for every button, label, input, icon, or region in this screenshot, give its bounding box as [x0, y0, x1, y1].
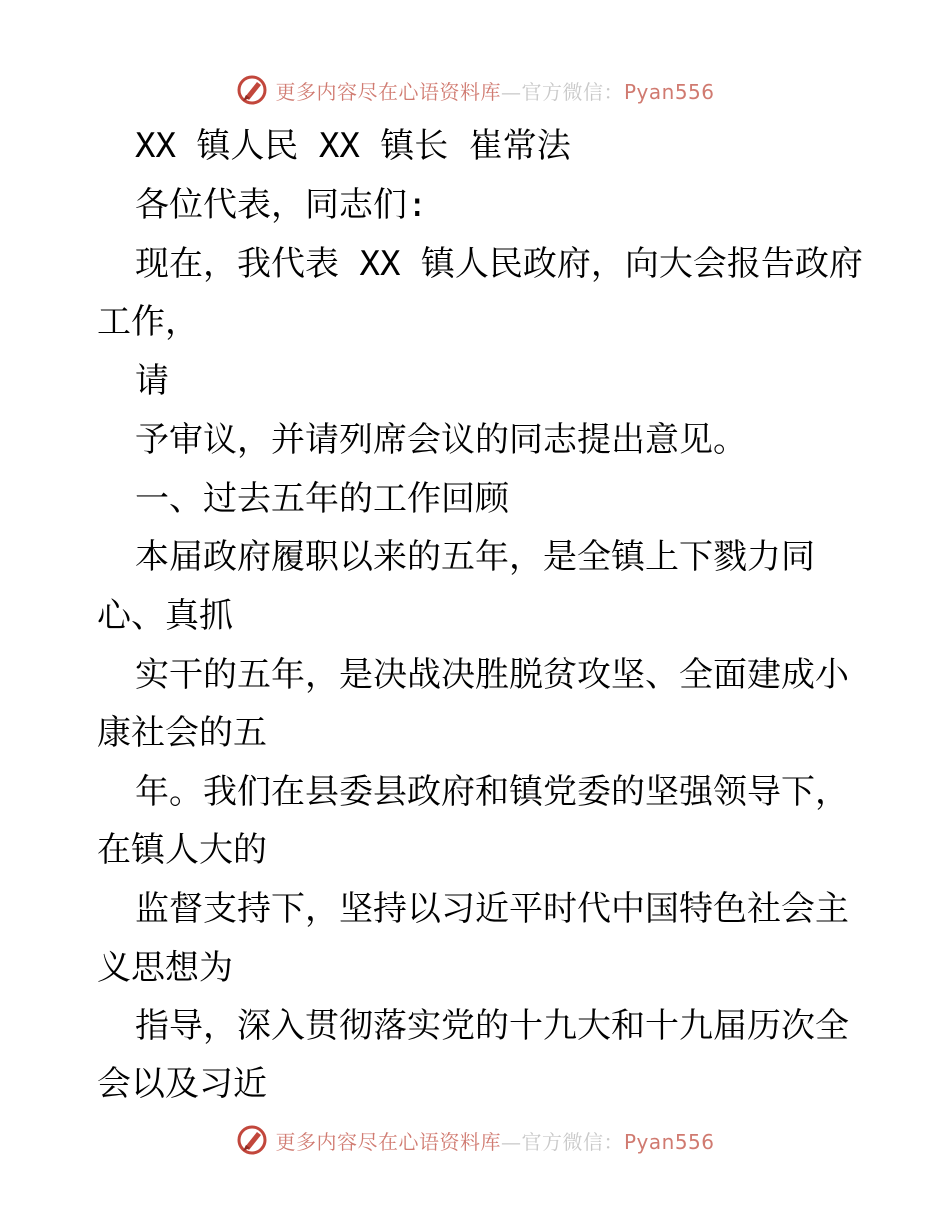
doc-line-15: 义思想为: [97, 948, 233, 988]
doc-line-14: 监督支持下，坚持以习近平时代中国特色社会主: [135, 889, 849, 929]
header-banner: [0, 70, 950, 110]
pen-logo-icon: [235, 1123, 269, 1157]
footer-banner: [0, 1120, 950, 1160]
header-banner-inner: [235, 73, 714, 107]
doc-line-16: 指导，深入贯彻落实党的十九大和十九届历次全: [135, 1006, 849, 1046]
doc-line-11: 康社会的五: [97, 713, 267, 753]
footer-banner-title: 更多内容尽在心语资料库: [275, 1129, 501, 1154]
pen-logo-icon: [235, 73, 269, 107]
doc-line-10: 实干的五年，是决战决胜脱贫攻坚、全面建成小: [135, 655, 849, 695]
doc-line-12: 年。我们在县委县政府和镇党委的坚强领导下，: [135, 772, 849, 812]
doc-line-9: 心、真抓: [97, 596, 233, 636]
doc-line-8: 本届政府履职以来的五年，是全镇上下戮力同: [135, 537, 815, 577]
footer-banner-inner: [235, 1123, 714, 1157]
header-banner-text: [275, 76, 714, 105]
doc-line-7: 一、过去五年的工作回顾: [135, 479, 509, 519]
doc-line-5: 请: [135, 361, 169, 401]
header-banner-wechat-id: Pyan556: [623, 79, 715, 104]
doc-line-17: 会以及习近: [97, 1064, 267, 1104]
footer-banner-dash: —: [500, 1129, 522, 1154]
footer-banner-wechat-label: 官方微信：: [521, 1129, 624, 1154]
header-banner-dash: —: [500, 79, 522, 104]
doc-line-1: XX 镇人民 XX 镇长 崔常法: [135, 126, 571, 166]
doc-line-6: 予审议，并请列席会议的同志提出意见。: [135, 420, 747, 460]
footer-banner-text: [275, 1126, 714, 1155]
header-banner-title: 更多内容尽在心语资料库: [275, 79, 501, 104]
doc-line-13: 在镇人大的: [97, 830, 267, 870]
doc-line-2: 各位代表，同志们:: [135, 185, 428, 225]
doc-line-3: 现在，我代表 XX 镇人民政府，向大会报告政府: [135, 244, 863, 284]
footer-banner-wechat-id: Pyan556: [623, 1129, 715, 1154]
header-banner-wechat-label: 官方微信：: [521, 79, 624, 104]
doc-line-4: 工作，: [97, 302, 199, 342]
